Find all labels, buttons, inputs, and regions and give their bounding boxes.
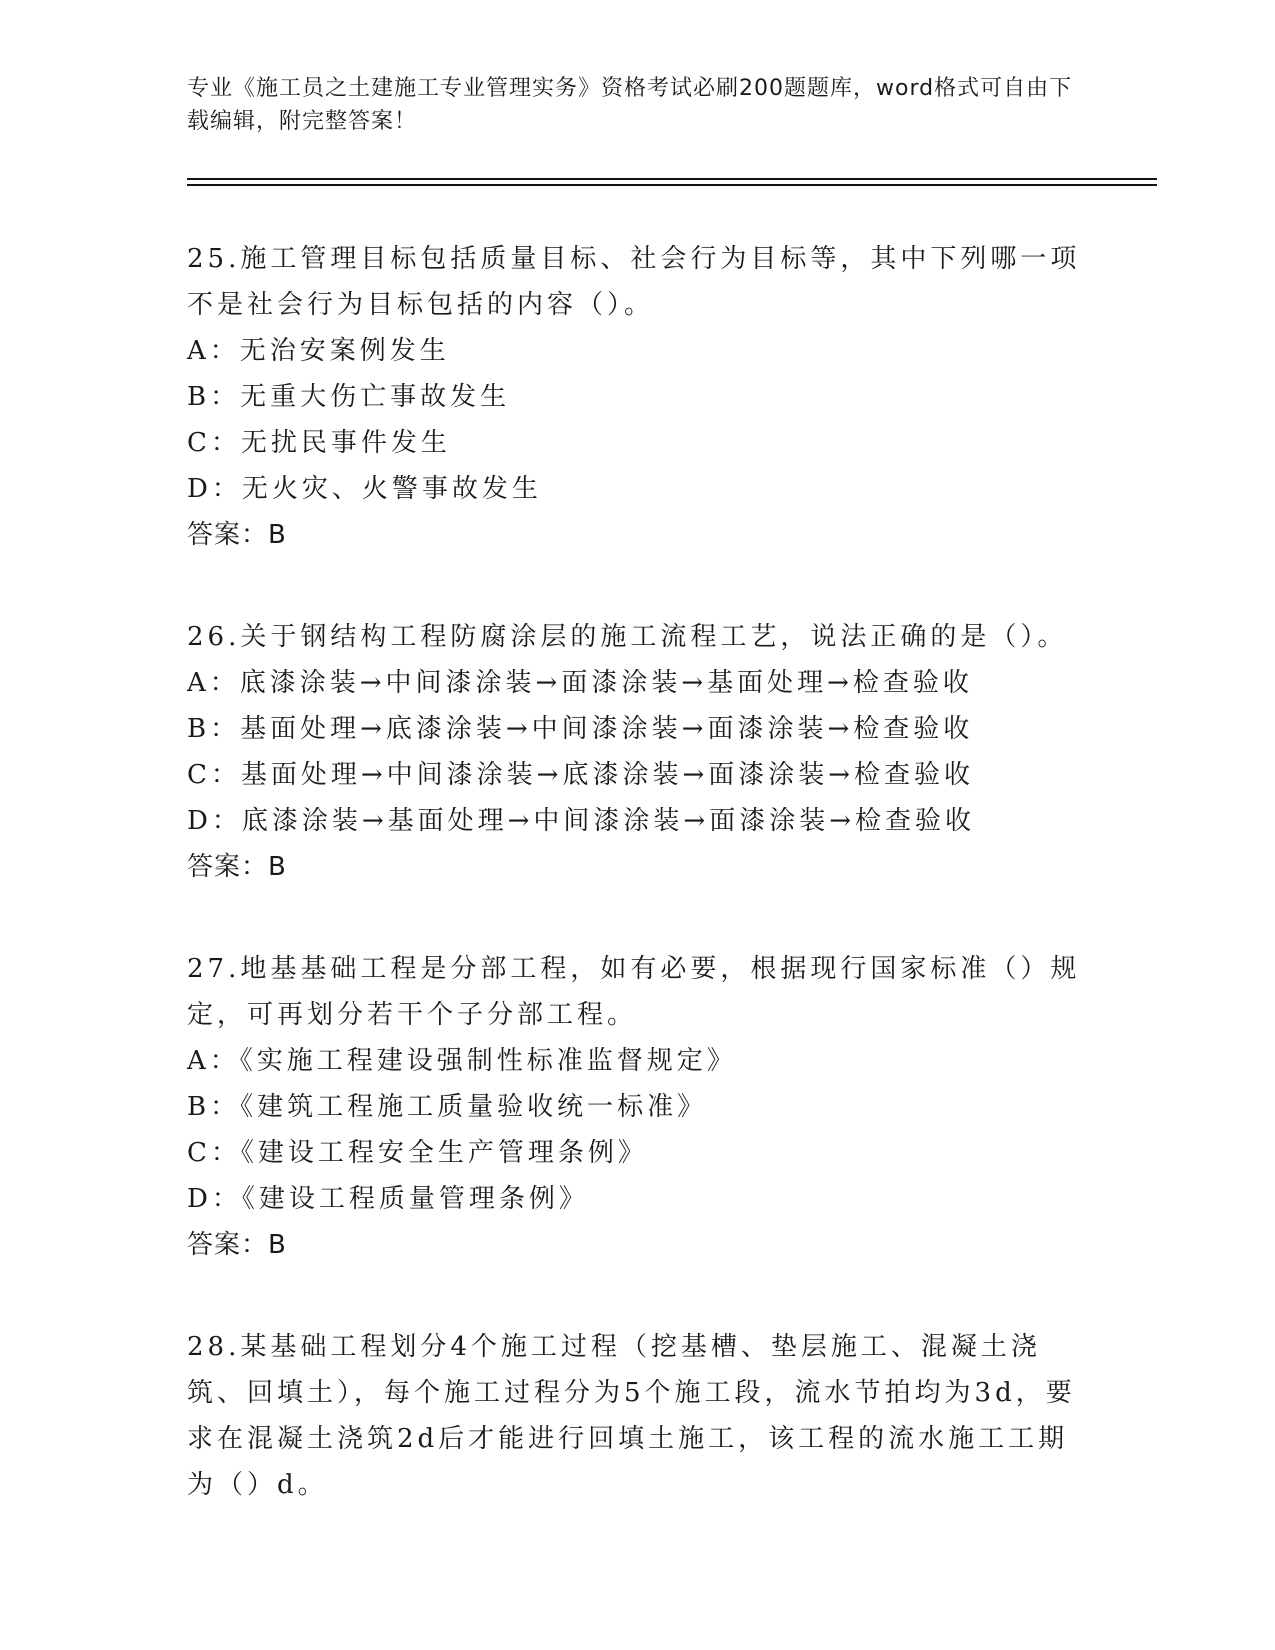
question-25 (187, 236, 1087, 558)
option-a: A：《实施工程建设强制性标准监督规定》 (187, 1046, 737, 1076)
option-d: D：底漆涂装→基面处理→中间漆涂装→面漆涂装→检查验收 (187, 806, 975, 836)
question-26 (187, 614, 1087, 890)
question-27 (187, 946, 1087, 1268)
question-stem: 25.施工管理目标包括质量目标、社会行为目标等，其中下列哪一项不是社会行为目标包括的内容（）。 (187, 244, 1081, 320)
document-header: 专业《施工员之土建施工专业管理实务》资格考试必刷200题题库，word格式可自由下载编辑，附完整答案！ (187, 76, 1073, 134)
header-divider-bottom (187, 184, 1157, 186)
question-28 (187, 1324, 1087, 1508)
header-divider-top (187, 178, 1157, 180)
question-stem: 27.地基基础工程是分部工程，如有必要，根据现行国家标准（）规定，可再划分若干个子分部工程。 (187, 954, 1081, 1030)
answer-label: 答案：B (187, 520, 287, 550)
answer-label: 答案：B (187, 1230, 287, 1260)
option-c: C：无扰民事件发生 (187, 428, 451, 458)
question-stem: 26.关于钢结构工程防腐涂层的施工流程工艺，说法正确的是（）。 (187, 622, 1068, 652)
option-c: C：《建设工程安全生产管理条例》 (187, 1138, 648, 1168)
option-a: A：无治安案例发生 (187, 336, 450, 366)
question-list (187, 236, 1087, 1564)
option-d: D：《建设工程质量管理条例》 (187, 1184, 589, 1214)
question-stem: 28.某基础工程划分4个施工过程（挖基槽、垫层施工、混凝土浇筑、回填土），每个施工过程分为5个施工段，流水节拍均为3d，要求在混凝土浇筑2d后才能进行回填土施工，该工程的流水施工工期为（）d。 (187, 1332, 1076, 1500)
option-a: A：底漆涂装→中间漆涂装→面漆涂装→基面处理→检查验收 (187, 668, 973, 698)
option-d: D：无火灾、火警事故发生 (187, 474, 542, 504)
option-c: C：基面处理→中间漆涂装→底漆涂装→面漆涂装→检查验收 (187, 760, 975, 790)
option-b: B：基面处理→底漆涂装→中间漆涂装→面漆涂装→检查验收 (187, 714, 974, 744)
answer-label: 答案：B (187, 852, 287, 882)
option-b: B：无重大伤亡事故发生 (187, 382, 511, 412)
option-b: B：《建筑工程施工质量验收统一标准》 (187, 1092, 708, 1122)
